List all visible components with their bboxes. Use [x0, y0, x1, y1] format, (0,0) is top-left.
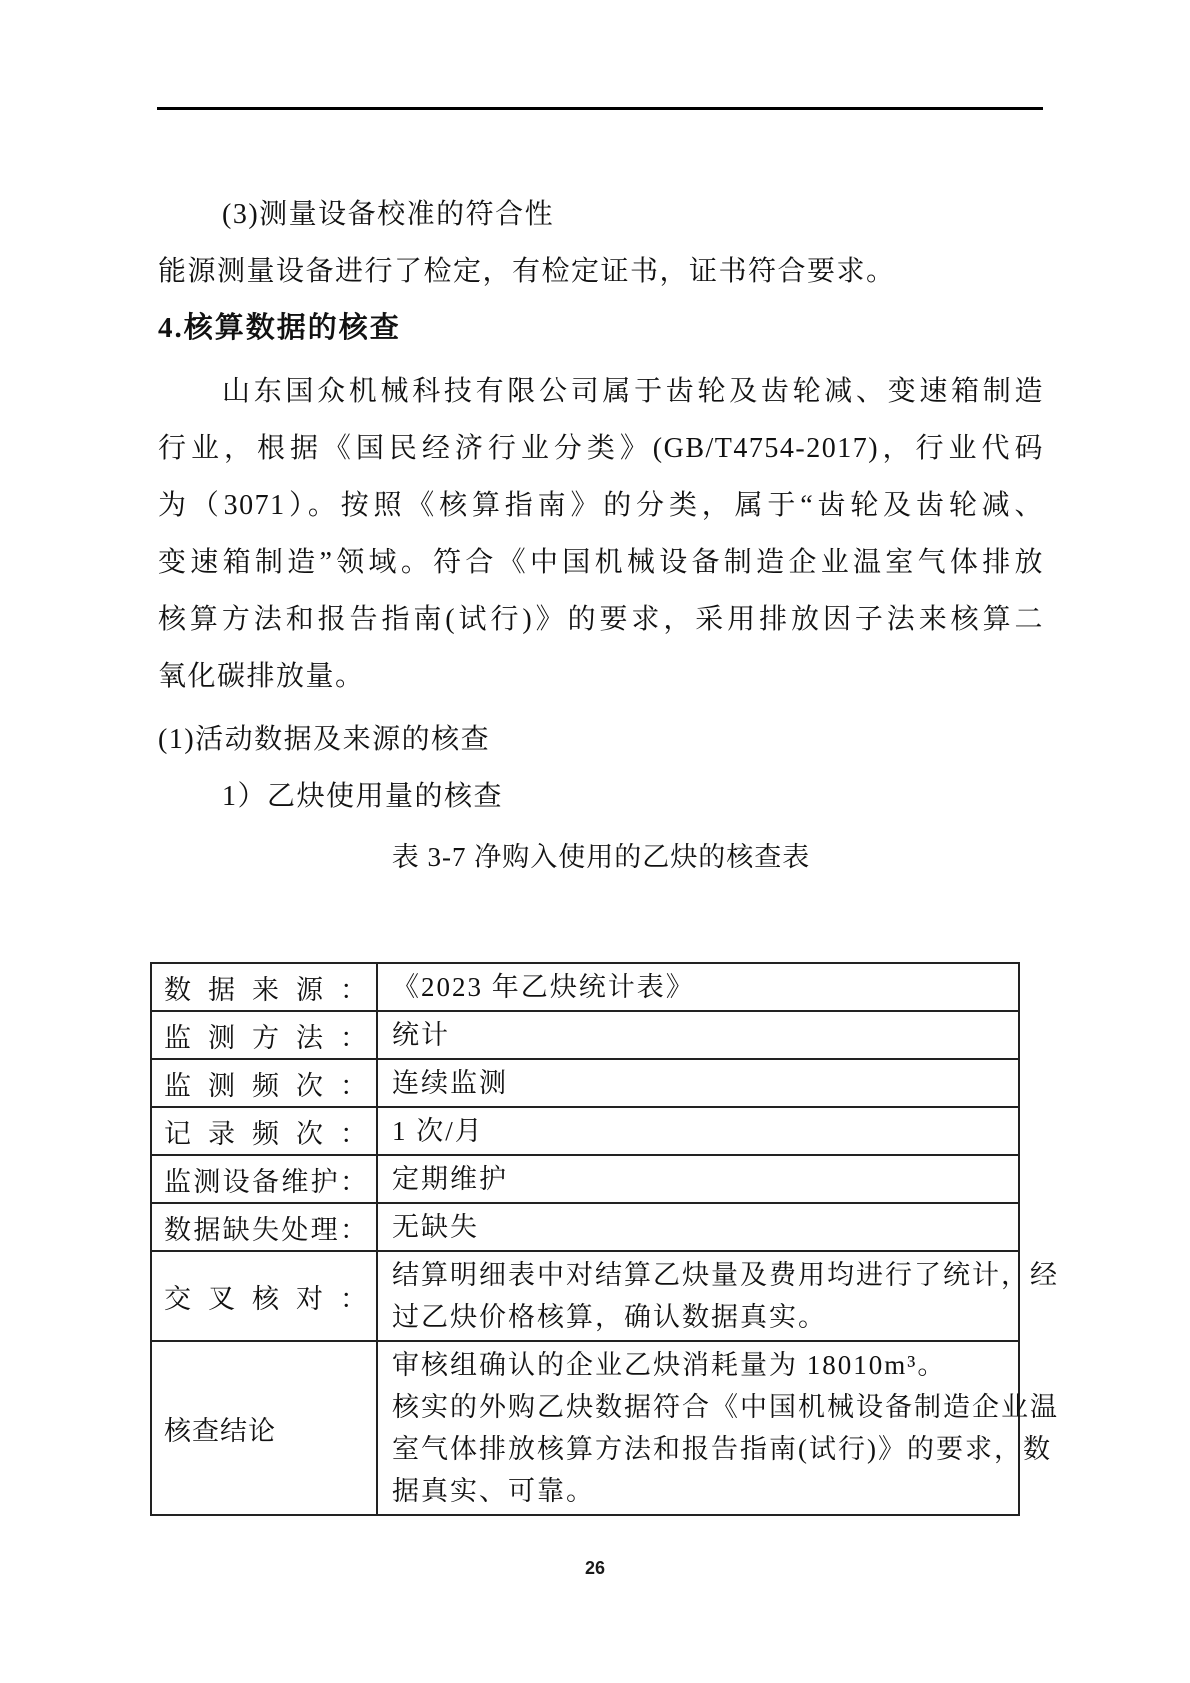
- subheading-acetylene-usage: 1）乙炔使用量的核查: [222, 781, 504, 812]
- table-label-cell: 记录频次：: [151, 1107, 377, 1155]
- table-label-cell: 监测设备维护：: [151, 1155, 377, 1203]
- table-value-line: 连续监测: [392, 1068, 508, 1098]
- table-value-line: 核实的外购乙炔数据符合《中国机械设备制造企业温: [392, 1392, 1059, 1422]
- table-value-cell: [377, 1011, 1019, 1059]
- table-value-line: 据真实、可靠。: [392, 1476, 595, 1506]
- table-row: [151, 1011, 1019, 1059]
- table-row: [151, 1251, 1019, 1341]
- table-value-line: 结算明细表中对结算乙炔量及费用均进行了统计，经: [392, 1260, 1059, 1290]
- paragraph-line: 核算方法和报告指南(试行)》的要求，采用排放因子法来核算二: [158, 604, 1044, 635]
- header-rule: [157, 107, 1043, 110]
- section-heading-accounting-data-verification: 4.核算数据的核查: [158, 312, 401, 344]
- table-value-line: 《2023 年乙炔统计表》: [392, 972, 695, 1002]
- table-caption: 表 3-7 净购入使用的乙炔的核查表: [391, 842, 811, 872]
- verification-table: [150, 962, 1059, 1516]
- content-area: [158, 186, 1044, 877]
- table-label-cell: 监测方法：: [151, 1011, 377, 1059]
- table-value-line: 无缺失: [392, 1212, 479, 1242]
- table-value-cell: [377, 1251, 1059, 1341]
- page-number: 26: [584, 1558, 606, 1578]
- table-label-cell: 监测频次：: [151, 1059, 377, 1107]
- paragraph-line: 山东国众机械科技有限公司属于齿轮及齿轮减、变速箱制造: [222, 376, 1044, 407]
- table-value-line: 定期维护: [392, 1164, 508, 1194]
- table-value-cell: [377, 1059, 1019, 1107]
- paragraph-line: 行业，根据《国民经济行业分类》(GB/T4754-2017)，行业代码: [158, 433, 1044, 464]
- verification-table-body: [151, 963, 1059, 1515]
- table-value-cell: [377, 1155, 1019, 1203]
- table-row: [151, 1155, 1019, 1203]
- table-label-cell: 交叉核对：: [151, 1251, 377, 1341]
- paragraph-line: 变速箱制造”领域。符合《中国机械设备制造企业温室气体排放: [158, 547, 1044, 578]
- table-label-cell: 核查结论: [151, 1341, 377, 1515]
- table-row: [151, 1341, 1019, 1515]
- table-value-cell: [377, 1107, 1019, 1155]
- paragraph-line: 为（3071）。按照《核算指南》的分类，属于“齿轮及齿轮减、: [158, 490, 1044, 521]
- subheading-activity-data: (1)活动数据及来源的核查: [158, 724, 491, 755]
- table-row: [151, 963, 1019, 1011]
- table-value-line: 统计: [392, 1020, 450, 1050]
- paragraph-line: 氧化碳排放量。: [158, 661, 365, 692]
- table-value-line: 审核组确认的企业乙炔消耗量为 18010m³。: [392, 1350, 947, 1380]
- table-label-cell: 数据来源：: [151, 963, 377, 1011]
- paragraph-industry-classification: [158, 363, 1044, 705]
- table-value-line: 过乙炔价格核算，确认数据真实。: [392, 1302, 827, 1332]
- table-value-cell: [377, 1341, 1059, 1515]
- table-row: [151, 1059, 1019, 1107]
- table-value-cell: [377, 963, 1019, 1011]
- subheading-measurement-calibration: (3)测量设备校准的符合性: [222, 199, 555, 230]
- table-row: [151, 1203, 1019, 1251]
- table-label-cell: 数据缺失处理：: [151, 1203, 377, 1251]
- table-value-line: 室气体排放核算方法和报告指南(试行)》的要求，数: [392, 1434, 1052, 1464]
- paragraph-calibration-result: 能源测量设备进行了检定，有检定证书，证书符合要求。: [158, 256, 896, 287]
- table-value-line: 1 次/月: [392, 1116, 484, 1146]
- table-row: [151, 1107, 1019, 1155]
- table-value-cell: [377, 1203, 1019, 1251]
